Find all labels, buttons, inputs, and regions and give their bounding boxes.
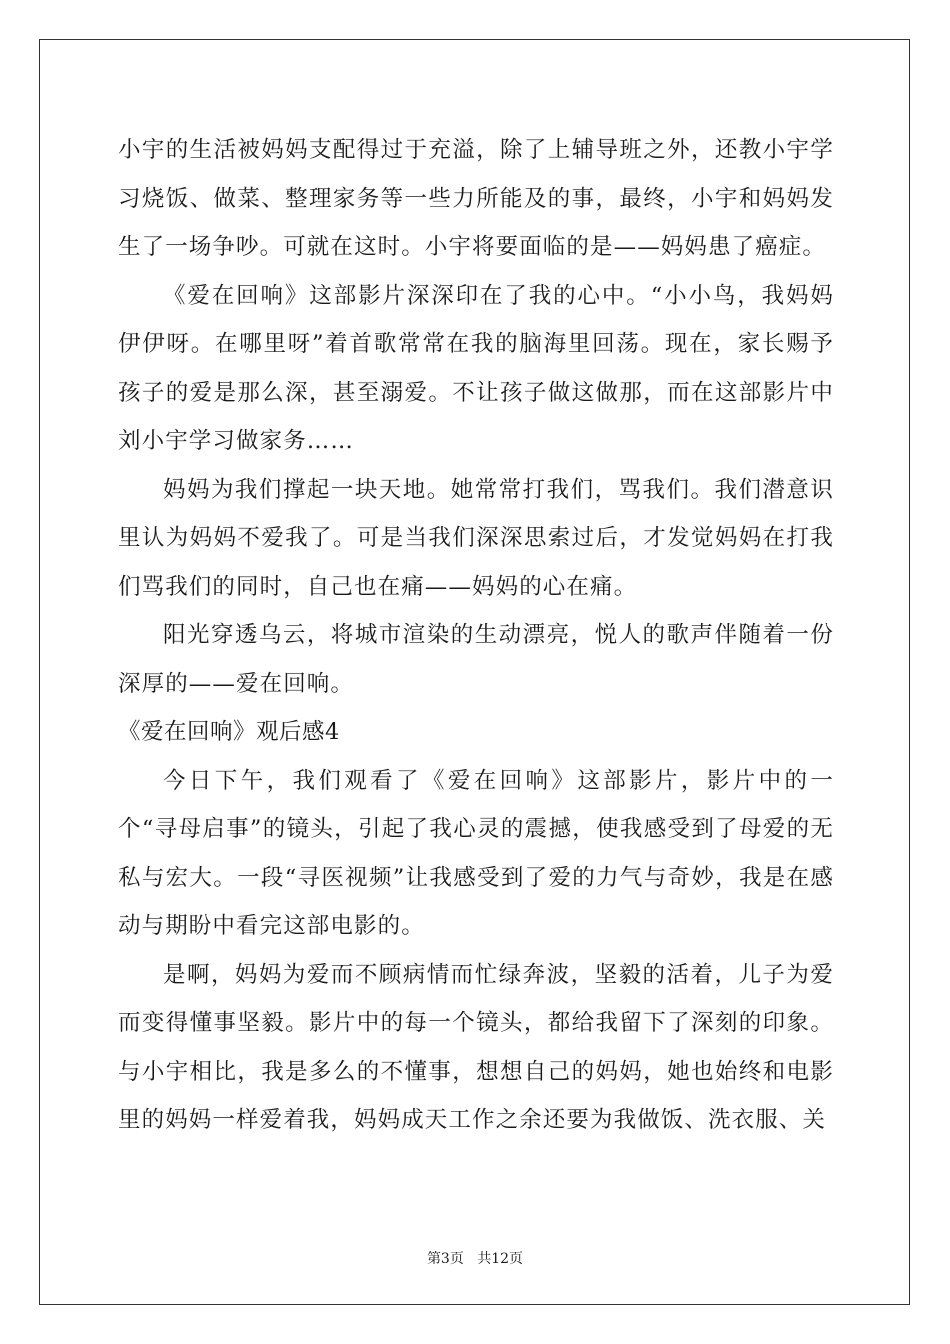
page-number: 第3页 [426,1251,464,1267]
paragraph: 《爱在回响》这部影片深深印在了我的心中。“小小鸟，我妈妈伊伊呀。在哪里呀”着首歌常常在我的脑海里回荡。现在，家长赐予孩子的爱是那么深，甚至溺爱。不让孩子做这做那，而在这部影片中刘小宇学习做家务…… [118,282,834,454]
footer-separator [464,1251,477,1267]
page-total: 共12页 [477,1251,524,1267]
document-body [118,126,834,1145]
paragraph: 妈妈为我们撑起一块天地。她常常打我们，骂我们。我们潜意识里认为妈妈不爱我了。可是当我们深深思索过后，才发觉妈妈在打我们骂我们的同时，自己也在痛——妈妈的心在痛。 [118,476,834,600]
page-footer [0,1248,950,1268]
paragraph: 小宇的生活被妈妈支配得过于充溢，除了上辅导班之外，还教小宇学习烧饭、做菜、整理家务等一些力所能及的事，最终，小宇和妈妈发生了一场争吵。可就在这时。小宇将要面临的是——妈妈患了癌症。 [118,137,834,260]
paragraph: 今日下午，我们观看了《爱在回响》这部影片，影片中的一个“寻母启事”的镜头，引起了我心灵的震撼，使我感受到了母爱的无私与宏大。一段“寻医视频”让我感受到了爱的力气与奇妙，我是在感动与期盼中看完这部电影的。 [118,767,834,939]
section-heading: 《爱在回响》观后感4 [118,719,340,745]
paragraph: 是啊，妈妈为爱而不顾病情而忙绿奔波，坚毅的活着，儿子为爱而变得懂事坚毅。影片中的每一个镜头，都给我留下了深刻的印象。与小宇相比，我是多么的不懂事，想想自己的妈妈，她也始终和电影里的妈妈一样爱着我，妈妈成天工作之余还要为我做饭、洗衣服、关 [118,961,834,1133]
paragraph: 阳光穿透乌云，将城市渲染的生动漂亮，悦人的歌声伴随着一份深厚的——爱在回响。 [118,622,834,697]
